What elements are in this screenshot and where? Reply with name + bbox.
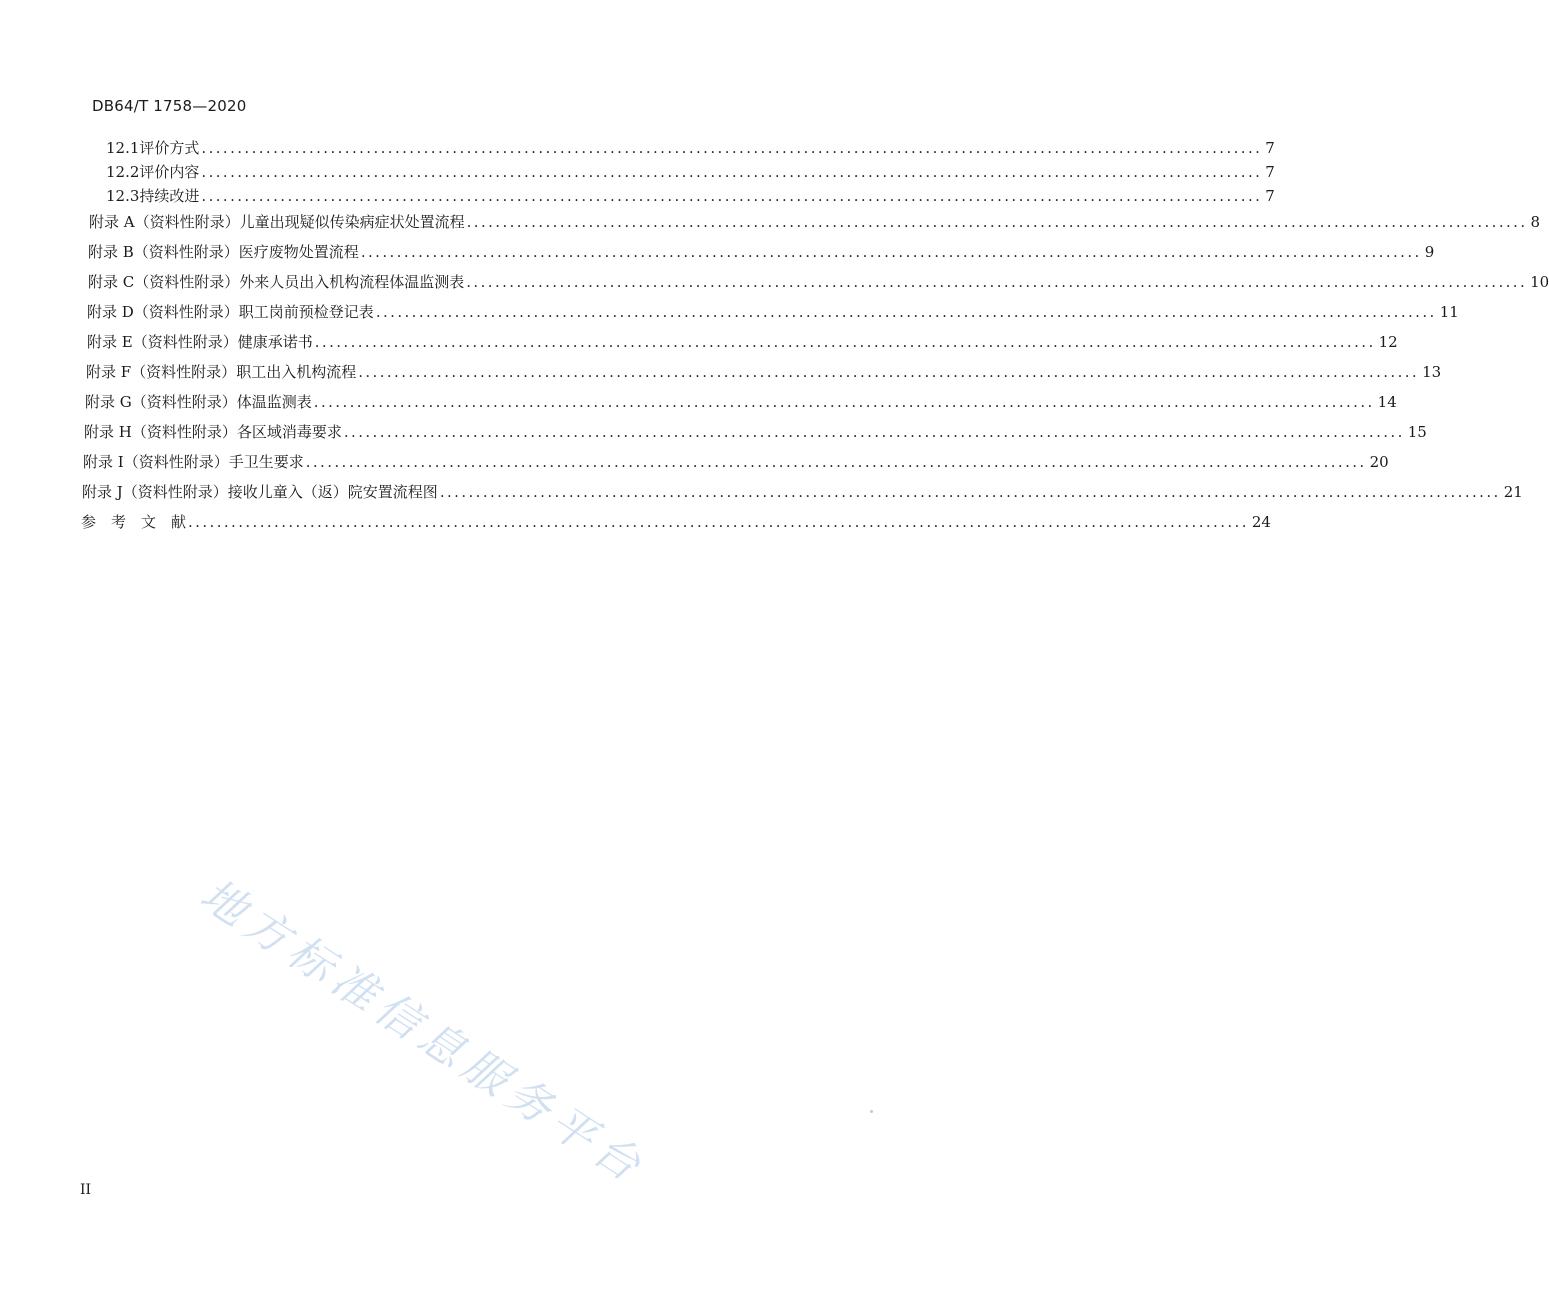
dot-leader: ....................................................................................................................................................: [188, 513, 1249, 531]
toc-entry-page: 7: [1265, 187, 1275, 205]
toc-entry-title: 医疗废物处置流程: [238, 243, 359, 261]
toc-entry-title: 职工出入机构流程: [236, 363, 357, 381]
scan-speck: [870, 1110, 873, 1113]
dot-leader: ....................................................................................................................................................: [360, 243, 1422, 261]
toc-entry[interactable]: [88, 241, 1435, 263]
toc-entry-page: 14: [1377, 393, 1397, 411]
toc-entry[interactable]: [87, 331, 1398, 353]
toc-entry-title: 持续改进: [139, 187, 200, 205]
dot-leader: ....................................................................................................................................................: [313, 393, 1375, 411]
toc-entry-title: 外来人员出入机构流程体温监测表: [239, 273, 465, 291]
toc-entry-page: 9: [1424, 243, 1435, 261]
dot-leader: ....................................................................................................................................................: [343, 423, 1405, 441]
toc-entry-number: 12.3: [106, 187, 140, 205]
toc-entry-page: 7: [1265, 139, 1275, 157]
toc-entry-number: 附录 E（资料性附录）: [87, 333, 238, 351]
toc-entry-title: 参 考 文 献: [81, 513, 187, 531]
toc-entry-page: 12: [1378, 333, 1398, 351]
toc-entry[interactable]: [106, 161, 1275, 183]
toc-entry-page: 20: [1369, 453, 1389, 471]
dot-leader: ....................................................................................................................................................: [466, 213, 1528, 231]
toc-entry[interactable]: [83, 451, 1389, 473]
toc-entry[interactable]: [89, 211, 1541, 233]
toc-entry[interactable]: [88, 271, 1549, 293]
toc-entry-number: 附录 B（资料性附录）: [88, 243, 239, 261]
toc-entry-number: 附录 G（资料性附录）: [85, 393, 237, 411]
toc-entry-page: 10: [1530, 273, 1549, 291]
standard-code: DB64/T 1758—2020: [92, 97, 247, 115]
dot-leader: ....................................................................................................................................................: [314, 333, 1376, 351]
toc-entry[interactable]: [87, 301, 1459, 323]
toc-entry-number: 附录 C（资料性附录）: [88, 273, 240, 291]
dot-leader: ....................................................................................................................................................: [201, 163, 1263, 181]
toc-entry[interactable]: [106, 137, 1275, 159]
dot-leader: ....................................................................................................................................................: [439, 483, 1501, 501]
toc-entry-title: 评价内容: [139, 163, 200, 181]
dot-leader: ....................................................................................................................................................: [358, 363, 1420, 381]
toc-entry-title: 体温监测表: [236, 393, 312, 411]
dot-leader: ....................................................................................................................................................: [466, 273, 1528, 291]
toc-entry[interactable]: [82, 481, 1523, 503]
dot-leader: ....................................................................................................................................................: [375, 303, 1437, 321]
toc-entry-title: 儿童出现疑似传染病症状处置流程: [239, 213, 465, 231]
toc-entry-number: 附录 D（资料性附录）: [87, 303, 239, 321]
toc-entry[interactable]: [86, 361, 1442, 383]
dot-leader: ....................................................................................................................................................: [305, 453, 1367, 471]
page-number: II: [80, 1182, 92, 1198]
toc-entry[interactable]: [84, 421, 1427, 443]
toc-entry-title: 接收儿童入（返）院安置流程图: [227, 483, 438, 501]
toc-entry-page: 8: [1530, 213, 1541, 231]
toc-entry-page: 7: [1265, 163, 1275, 181]
toc-entry-title: 评价方式: [139, 139, 200, 157]
toc-entry-number: 附录 A（资料性附录）: [89, 213, 240, 231]
dot-leader: ....................................................................................................................................................: [201, 187, 1263, 205]
toc-entry-number: 附录 H（资料性附录）: [84, 423, 237, 441]
dot-leader: ....................................................................................................................................................: [201, 139, 1263, 157]
toc-entry[interactable]: [106, 185, 1275, 207]
toc-entry-number: 12.1: [106, 139, 140, 157]
toc-entry-title: 手卫生要求: [228, 453, 304, 471]
toc-entry-number: 附录 F（资料性附录）: [86, 363, 237, 381]
toc-entry-page: 11: [1439, 303, 1459, 321]
toc-entry-title: 健康承诺书: [237, 333, 313, 351]
toc-entry-page: 24: [1251, 513, 1271, 531]
toc-entry-number: 附录 I（资料性附录）: [83, 453, 229, 471]
toc-entry-number: 12.2: [106, 163, 140, 181]
toc-entry-references[interactable]: [81, 511, 1271, 533]
toc-entry-number: 附录 J（资料性附录）: [82, 483, 228, 501]
toc-entry-title: 职工岗前预检登记表: [238, 303, 374, 321]
toc-entry-page: 13: [1422, 363, 1442, 381]
toc-entry-title: 各区域消毒要求: [236, 423, 342, 441]
toc-entry-page: 15: [1407, 423, 1427, 441]
toc-entry[interactable]: [85, 391, 1397, 413]
toc-entry-page: 21: [1503, 483, 1523, 501]
watermark: 地方标准信息服务平台: [191, 869, 656, 1196]
